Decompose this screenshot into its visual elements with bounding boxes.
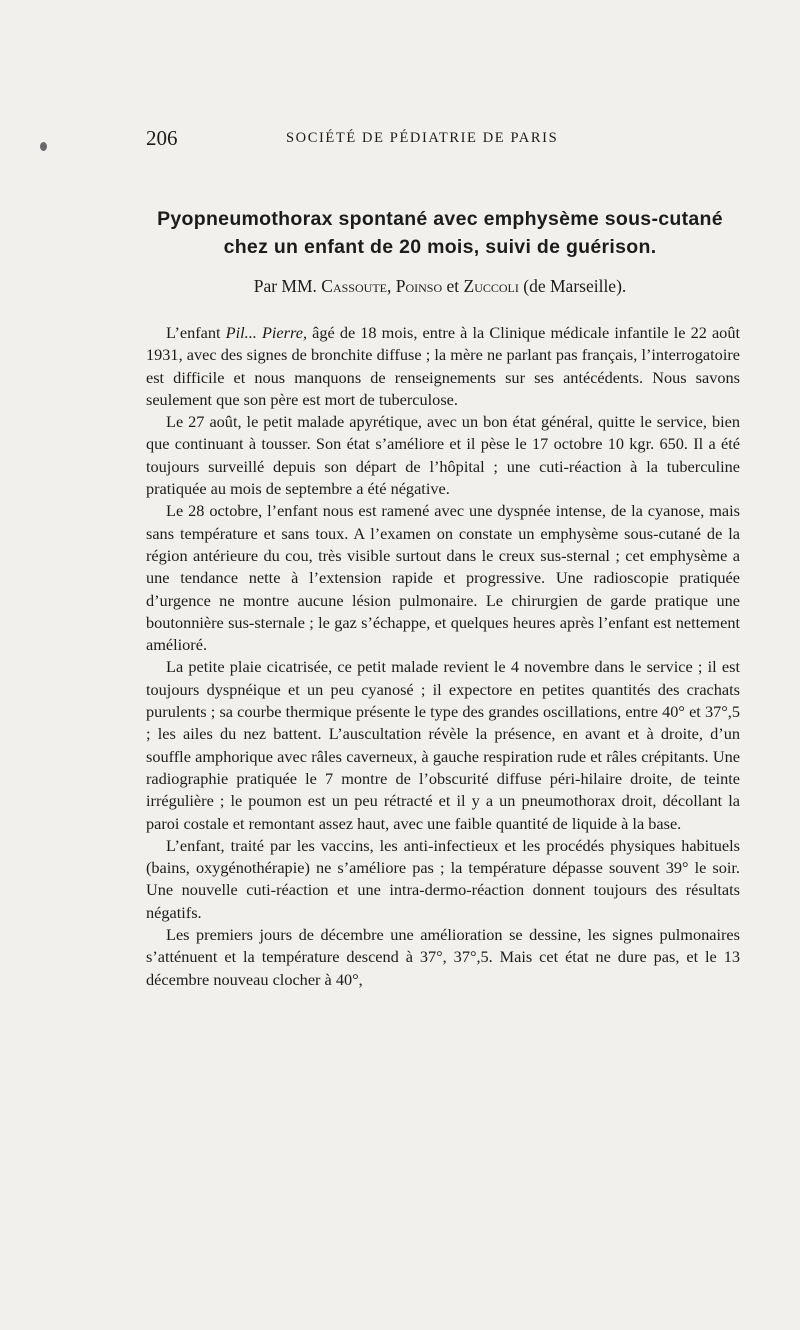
paragraph-1 — [146, 322, 740, 411]
paragraph-1-lead: L’enfant — [166, 323, 226, 342]
article-title-line-2: chez un enfant de 20 mois, suivi de guérison. — [223, 236, 657, 258]
paragraph-3: Le 28 octobre, l’enfant nous est ramené avec une dyspnée intense, de la cyanose, mais sans température et sans toux. A l’examen on constate un emphysème sous-cutané de la région antérieure du cou, très visible surtout dans le creux sus-sternal ; cet emphysème a une tendance nette à l’extension rapide et progressive. Une radioscopie pratiquée d’urgence ne montre aucune lésion pulmonaire. Le chirurgien de garde pratique une boutonnière sus-sternale ; le gaz s’échappe, et quelques heures après l’enfant est nettement amélioré. — [146, 501, 740, 655]
author-separator-1: , — [386, 276, 396, 296]
page-header — [146, 126, 740, 156]
article-body — [146, 322, 740, 991]
author-line — [100, 276, 780, 297]
page-number: 206 — [146, 126, 178, 150]
running-head: SOCIÉTÉ DE PÉDIATRIE DE PARIS — [286, 130, 559, 146]
patient-name: Pil... Pierre, — [225, 323, 308, 342]
author-separator-2: et — [442, 276, 464, 296]
author-zuccoli: Zuccoli — [463, 276, 519, 296]
author-cassoute: Cassoute — [321, 276, 387, 296]
paragraph-5: L’enfant, traité par les vaccins, les anti-infectieux et les procédés physiques habituels (bains, oxygénothérapie) ne s’améliore pas ; la température dépasse souvent 39° le soir. Une nouvelle cuti-réaction et une intra-dermo-réaction donnent toujours des résultats négatifs. — [146, 835, 740, 922]
author-suffix: (de Marseille). — [518, 276, 627, 296]
author-poinso: Poinso — [395, 276, 443, 296]
ink-speck — [40, 142, 47, 151]
author-prefix: Par MM. — [253, 276, 322, 296]
article-title-line-1: Pyopneumothorax spontané avec emphysème sous-cutané — [157, 208, 723, 230]
paragraph-1-text: âgé de 18 mois, entre à la Clinique médicale infantile le 22 août 1931, avec des signes de bronchite diffuse ; la mère ne parlant pas français, l’interrogatoire est difficile et nous manquons de renseignements sur ses antécédents. Nous savons seulement que son père est mort de tuberculose. — [146, 323, 740, 409]
paragraph-6: Les premiers jours de décembre une amélioration se dessine, les signes pulmonaires s’atténuent et la température descend à 37°, 37°,5. Mais cet état ne dure pas, et le 13 décembre nouveau clocher à 40°, — [146, 925, 740, 989]
paragraph-2: Le 27 août, le petit malade apyrétique, avec un bon état général, quitte le service, bien que continuant à tousser. Son état s’améliore et il pèse le 17 octobre 10 kgr. 650. Il a été toujours surveillé depuis son départ de l’hôpital ; une cuti-réaction à la tuberculine pratiquée au mois de septembre a été négative. — [146, 412, 740, 499]
paragraph-4: La petite plaie cicatrisée, ce petit malade revient le 4 novembre dans le service ; il est toujours dyspnéique et un peu cyanosé ; il expectore en petites quantités des crachats purulents ; sa courbe thermique présente le type des grandes oscillations, entre 40° et 37°,5 ; les ailes du nez battent. L’auscultation révèle la présence, en avant et à droite, d’un souffle amphorique avec râles caverneux, à gauche respiration rude et râles crépitants. Une radiographie pratiquée le 7 montre de l’obscurité diffuse péri-hilaire droite, de teinte irrégulière ; le poumon est un peu rétracté et il y a un pneumothorax droit, décollant la paroi costale et remontant assez haut, avec une faible quantité de liquide à la base. — [146, 657, 740, 833]
